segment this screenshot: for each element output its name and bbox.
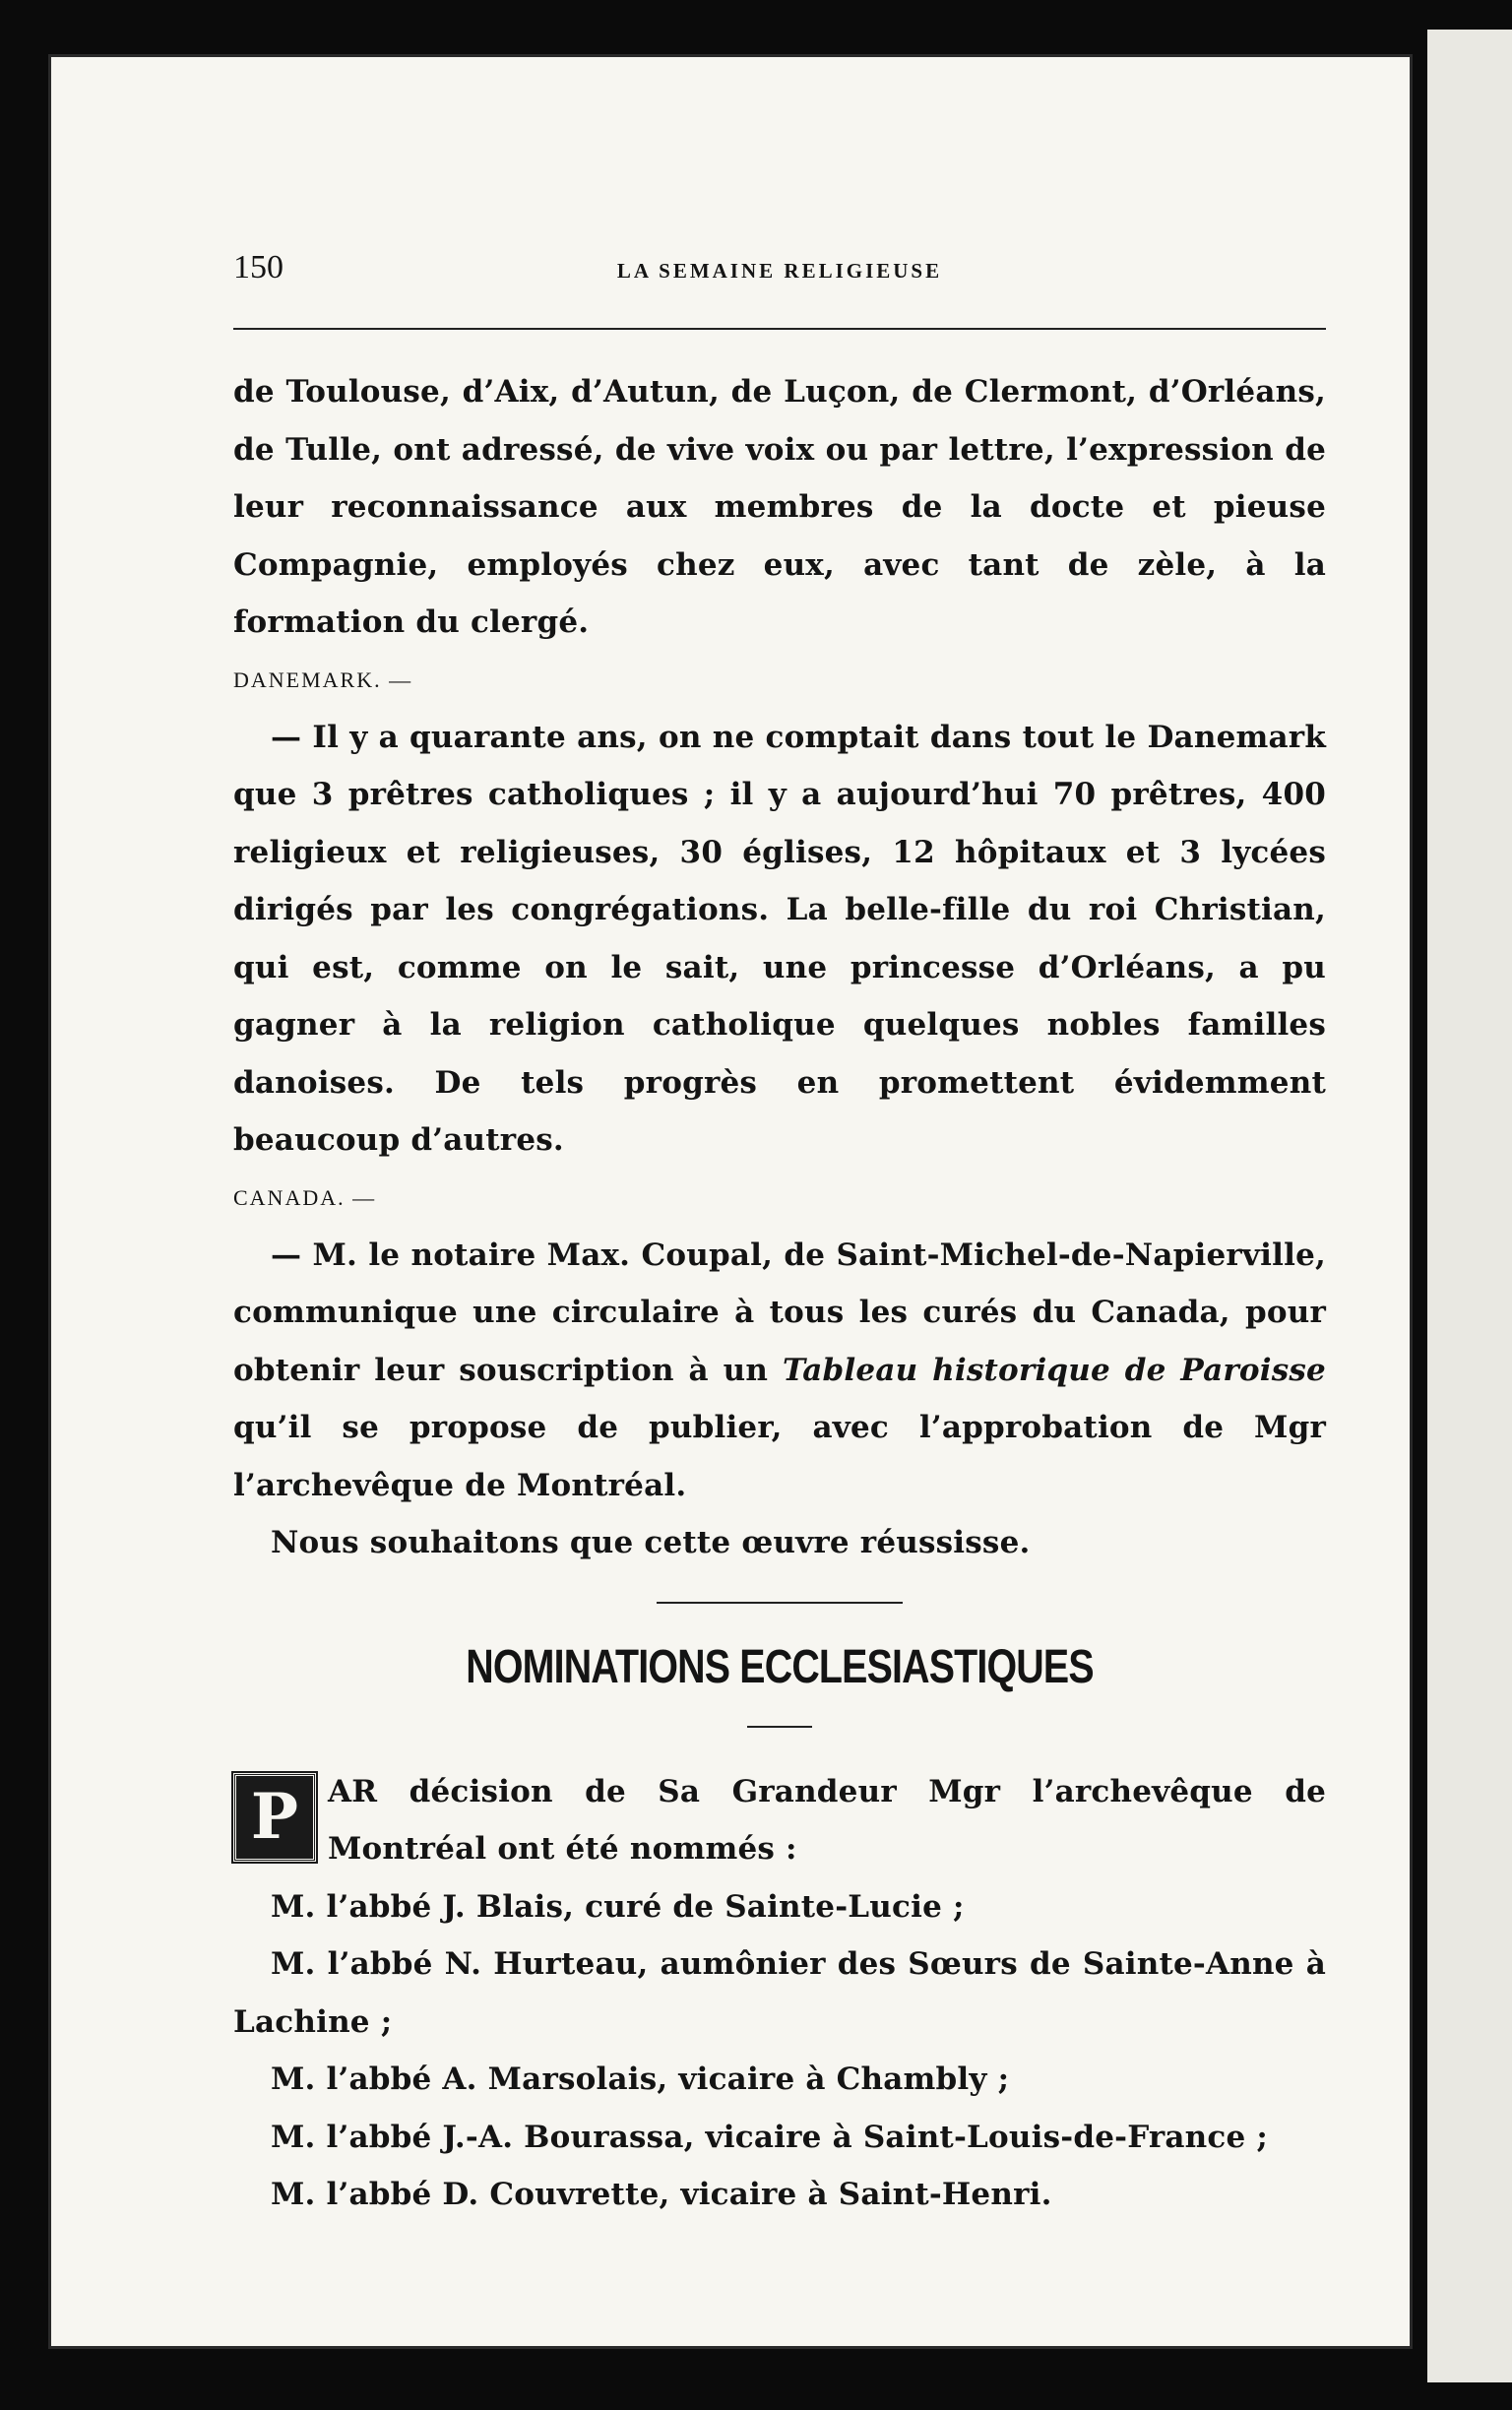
- nomination-item: M. l’abbé J.-A. Bourassa, vicaire à Saint-Louis-de-France ;: [271, 2119, 1269, 2155]
- nominations-intro: [233, 1763, 1326, 1878]
- paragraph-danemark: — Il y a quarante ans, on ne comptait dans tout le Danemark que 3 prêtres catholiques ; il y a aujourd’hui 70 prêtres, 400 religieux et religieuses, 30 églises, 12 hôpitaux et 3 lycées dirigés par les congrégations. La belle-fille du roi Christian, qui est, comme on le sait, une princesse d’Orléans, a pu gagner à la religion catholique quelques nobles familles danoises. De tels progrès en promettent évidemment beaucoup d’autres.: [233, 719, 1326, 1158]
- page-content: [233, 249, 1326, 2224]
- heading-danemark: DANEMARK. —: [233, 666, 413, 692]
- nomination-item: M. l’abbé J. Blais, curé de Sainte-Lucie ;: [271, 1888, 965, 1925]
- heading-canada: CANADA. —: [233, 1184, 377, 1210]
- ornamental-drop-cap: P: [233, 1773, 316, 1862]
- header-rule: [233, 328, 1326, 330]
- section-title: NOMINATIONS ECCLESIASTIQUES: [466, 1640, 1094, 1693]
- paragraph-wish: Nous souhaitons que cette œuvre réussisse.: [271, 1525, 1031, 1560]
- nominations-list: [233, 1878, 1326, 2224]
- canada-text-before: — M. le notaire Max. Coupal, de Saint-Michel-de-Napierville, communique une circulaire à tous les curés du Canada, pour obtenir leur souscription à un: [233, 1237, 1326, 1388]
- title-underline: [747, 1726, 812, 1728]
- nomination-item: M. l’abbé A. Marsolais, vicaire à Chambly ;: [271, 2061, 1010, 2097]
- section-separator: [657, 1602, 903, 1604]
- book-title-italic: Tableau historique de Paroisse: [782, 1352, 1326, 1388]
- intro-text: AR décision de Sa Grandeur Mgr l’archevêque de Montréal ont été nommés :: [328, 1773, 1326, 1867]
- nomination-item: M. l’abbé N. Hurteau, aumônier des Sœurs de Sainte-Anne à Lachine ;: [233, 1946, 1326, 2040]
- book-page: [51, 57, 1410, 2346]
- canada-text-after: qu’il se propose de publier, avec l’approbation de Mgr l’archevêque de Montréal.: [233, 1410, 1326, 1503]
- paragraph-canada: [233, 1227, 1326, 1515]
- paragraph-continuation: de Toulouse, d’Aix, d’Autun, de Luçon, de Clermont, d’Orléans, de Tulle, ont adressé, de vive voix ou par lettre, l’expression de leur reconnaissance aux membres de la docte et pieuse Compagnie, employés chez eux, avec tant de zèle, à la formation du clergé.: [233, 374, 1326, 640]
- nomination-item: M. l’abbé D. Couvrette, vicaire à Saint-Henri.: [271, 2177, 1052, 2212]
- running-title: LA SEMAINE RELIGIEUSE: [616, 259, 943, 283]
- page-header: [233, 249, 1326, 298]
- page-number: 150: [233, 249, 284, 285]
- adjacent-page-edge: [1427, 30, 1512, 2382]
